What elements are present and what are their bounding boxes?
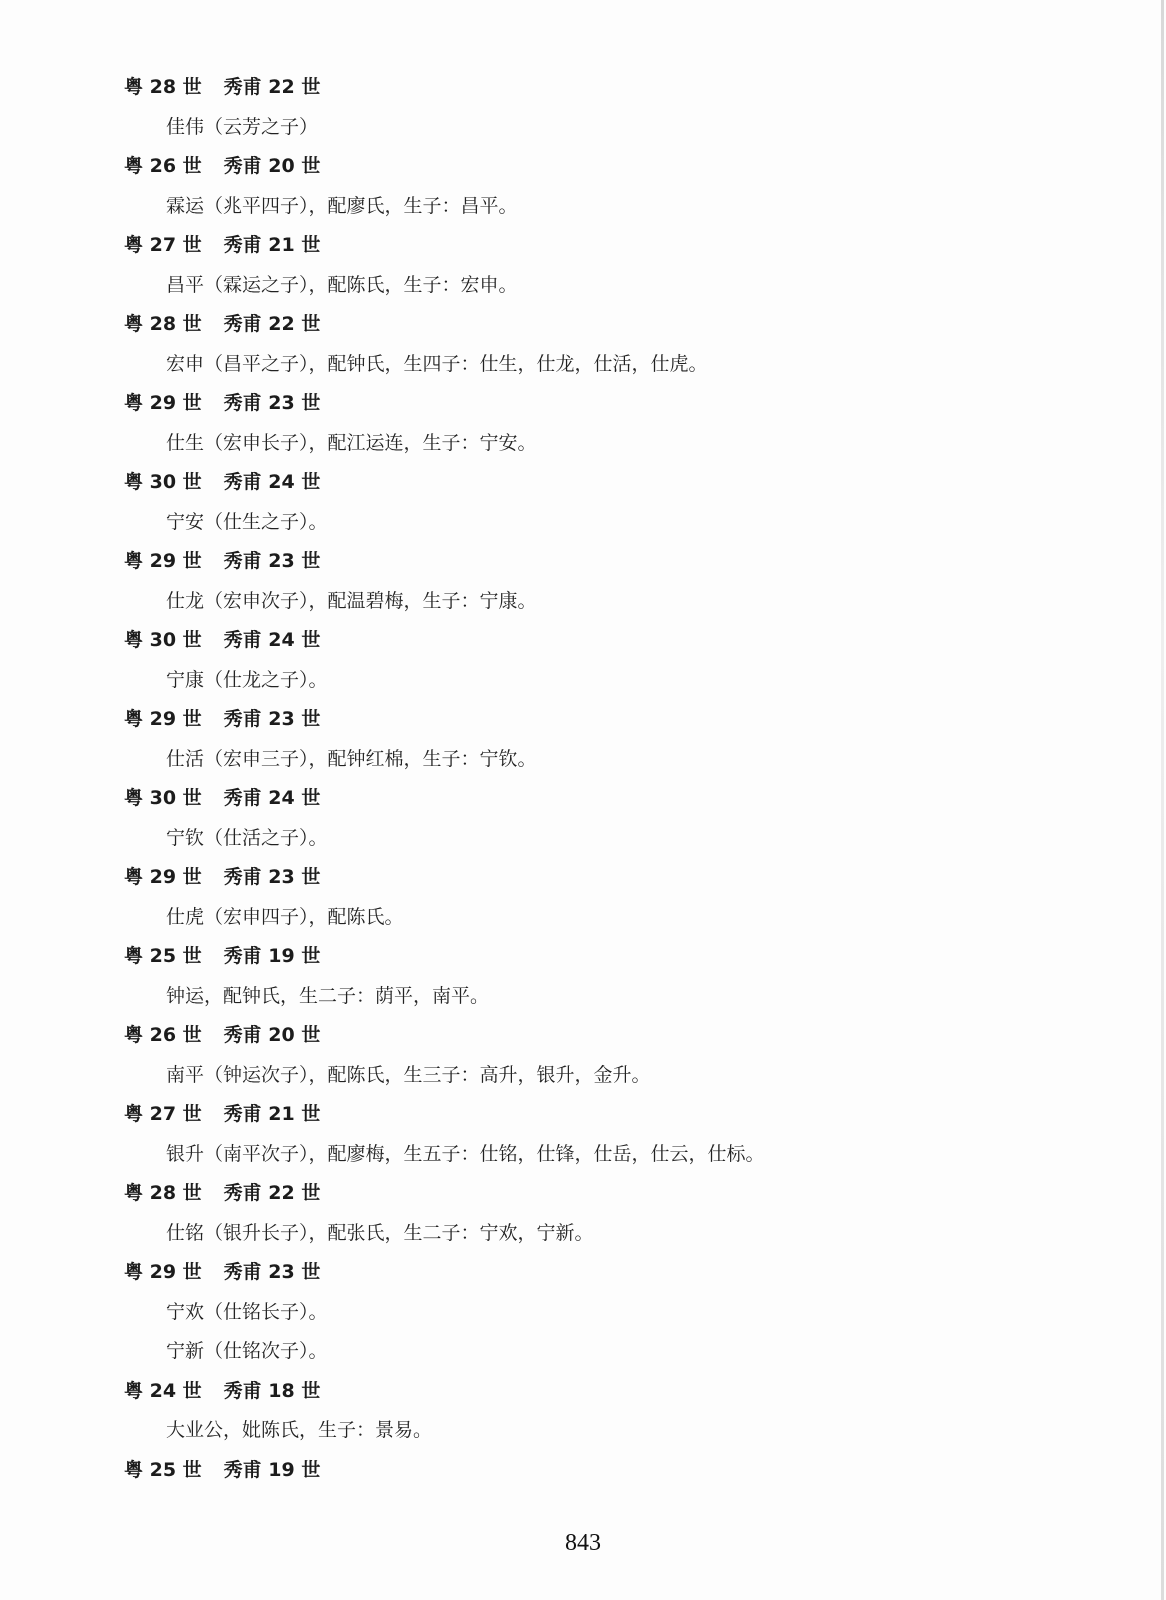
xiufu-generation: 秀甫 18 世 [223, 1379, 321, 1402]
xiufu-generation: 秀甫 24 世 [223, 471, 321, 493]
generation-heading [124, 937, 1124, 977]
yue-generation: 粤 27 世 [124, 234, 202, 256]
xiufu-generation: 秀甫 23 世 [223, 708, 321, 730]
xiufu-generation: 秀甫 23 世 [223, 1261, 321, 1283]
yue-generation: 粤 29 世 [124, 1261, 202, 1283]
person-entry: 银升（南平次子），配廖梅，生五子：仕铭，仕锋，仕岳，仕云，仕标。 [166, 1142, 765, 1165]
yue-generation: 粤 29 世 [124, 550, 202, 572]
yue-generation: 粤 27 世 [124, 1103, 202, 1125]
yue-generation: 粤 24 世 [124, 1379, 202, 1402]
person-entry: 仕龙（宏申次子），配温碧梅，生子：宁康。 [166, 589, 537, 612]
xiufu-generation: 秀甫 20 世 [223, 1024, 321, 1046]
yue-generation: 粤 30 世 [124, 629, 202, 651]
generation-heading [124, 1016, 1124, 1056]
yue-generation: 粤 28 世 [124, 76, 202, 98]
person-entry: 宁安（仕生之子）。 [166, 510, 328, 533]
yue-generation: 粤 26 世 [124, 1024, 202, 1046]
yue-generation: 粤 30 世 [124, 471, 202, 493]
xiufu-generation: 秀甫 23 世 [223, 550, 321, 572]
generation-heading [124, 779, 1124, 819]
xiufu-generation: 秀甫 22 世 [223, 313, 321, 335]
xiufu-generation: 秀甫 24 世 [223, 629, 321, 651]
person-entry: 南平（钟运次子），配陈氏，生三子：高升，银升，金升。 [166, 1063, 651, 1086]
yue-generation: 粤 29 世 [124, 866, 202, 888]
generation-heading [124, 621, 1124, 661]
generation-heading [124, 1095, 1124, 1135]
xiufu-generation: 秀甫 23 世 [223, 866, 321, 888]
generation-heading [124, 147, 1124, 187]
generation-heading [124, 384, 1124, 424]
genealogy-entries [124, 68, 1124, 1490]
yue-generation: 粤 26 世 [124, 155, 202, 177]
page-number: 843 [565, 1530, 601, 1556]
person-entry: 宁钦（仕活之子）。 [166, 826, 328, 849]
generation-heading [124, 1174, 1124, 1214]
person-entry: 宁欢（仕铭长子）。 [166, 1300, 328, 1323]
xiufu-generation: 秀甫 19 世 [223, 945, 321, 967]
yue-generation: 粤 28 世 [124, 1182, 202, 1204]
xiufu-generation: 秀甫 22 世 [223, 1182, 321, 1204]
person-entry: 佳伟（云芳之子） [166, 115, 319, 138]
xiufu-generation: 秀甫 21 世 [223, 1103, 321, 1125]
yue-generation: 粤 28 世 [124, 313, 202, 335]
generation-heading [124, 542, 1124, 582]
yue-generation: 粤 29 世 [124, 392, 202, 414]
xiufu-generation: 秀甫 22 世 [223, 76, 321, 98]
xiufu-generation: 秀甫 23 世 [223, 392, 321, 414]
person-entry: 大业公，妣陈氏，生子：景易。 [166, 1419, 433, 1441]
person-entry: 宁新（仕铭次子）。 [166, 1340, 328, 1362]
person-entry: 仕虎（宏申四子），配陈氏。 [166, 905, 404, 928]
yue-generation: 粤 29 世 [124, 708, 202, 730]
yue-generation: 粤 25 世 [124, 1458, 202, 1481]
generation-heading [124, 1372, 1124, 1412]
xiufu-generation: 秀甫 20 世 [223, 155, 321, 177]
generation-heading [124, 1451, 1124, 1491]
yue-generation: 粤 30 世 [124, 787, 202, 809]
generation-heading [124, 68, 1124, 108]
xiufu-generation: 秀甫 19 世 [223, 1458, 321, 1481]
yue-generation: 粤 25 世 [124, 945, 202, 967]
generation-heading [124, 463, 1124, 503]
generation-heading [124, 226, 1124, 266]
generation-heading [124, 700, 1124, 740]
person-entry: 钟运，配钟氏，生二子：荫平，南平。 [166, 984, 490, 1007]
person-entry: 霖运（兆平四子），配廖氏，生子：昌平。 [166, 194, 518, 217]
generation-heading [124, 858, 1124, 898]
person-entry: 仕铭（银升长子），配张氏，生二子：宁欢，宁新。 [166, 1221, 594, 1244]
xiufu-generation: 秀甫 21 世 [223, 234, 321, 256]
person-entry: 昌平（霖运之子），配陈氏，生子：宏申。 [166, 273, 518, 296]
person-entry: 仕生（宏申长子），配江运连，生子：宁安。 [166, 431, 537, 454]
generation-heading [124, 1253, 1124, 1293]
generation-heading [124, 305, 1124, 345]
person-entry: 宁康（仕龙之子）。 [166, 668, 328, 691]
person-entry: 仕活（宏申三子），配钟红棉，生子：宁钦。 [166, 747, 537, 770]
xiufu-generation: 秀甫 24 世 [223, 787, 321, 809]
person-entry: 宏申（昌平之子），配钟氏，生四子：仕生，仕龙，仕活，仕虎。 [166, 352, 708, 375]
scan-edge [1161, 0, 1164, 1600]
